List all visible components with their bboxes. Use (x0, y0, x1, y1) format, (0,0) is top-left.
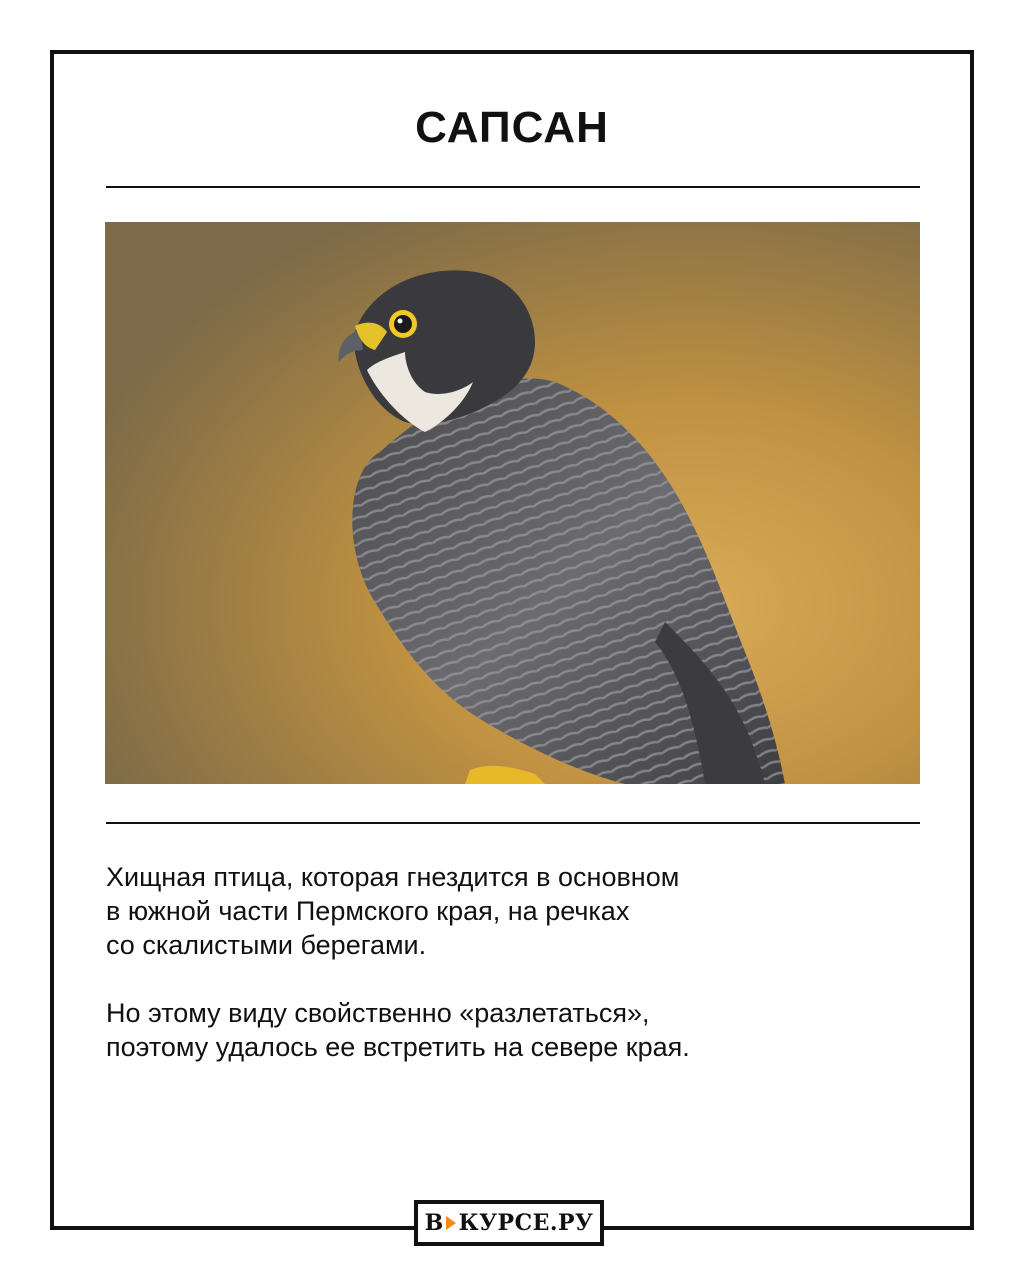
logo-text-left: В (424, 1210, 444, 1236)
card-title: САПСАН (415, 103, 609, 152)
bottom-divider (106, 822, 920, 824)
logo-text-right: КУРСЕ.РУ (458, 1210, 594, 1236)
description-paragraph-2: Но этому виду свойственно «разлетаться», поэтому удалось ее встретить на севере края. (106, 998, 690, 1062)
falcon-photo (105, 222, 920, 784)
description-paragraph-1: Хищная птица, которая гнездится в основном в южной части Пермского края, на речках со скалистыми берегами. (106, 862, 680, 960)
description (106, 860, 886, 1098)
falcon-illustration (105, 222, 920, 784)
play-arrow-icon (446, 1216, 456, 1230)
brand-logo (414, 1200, 604, 1246)
card-frame (50, 50, 974, 1230)
top-divider (106, 186, 920, 188)
